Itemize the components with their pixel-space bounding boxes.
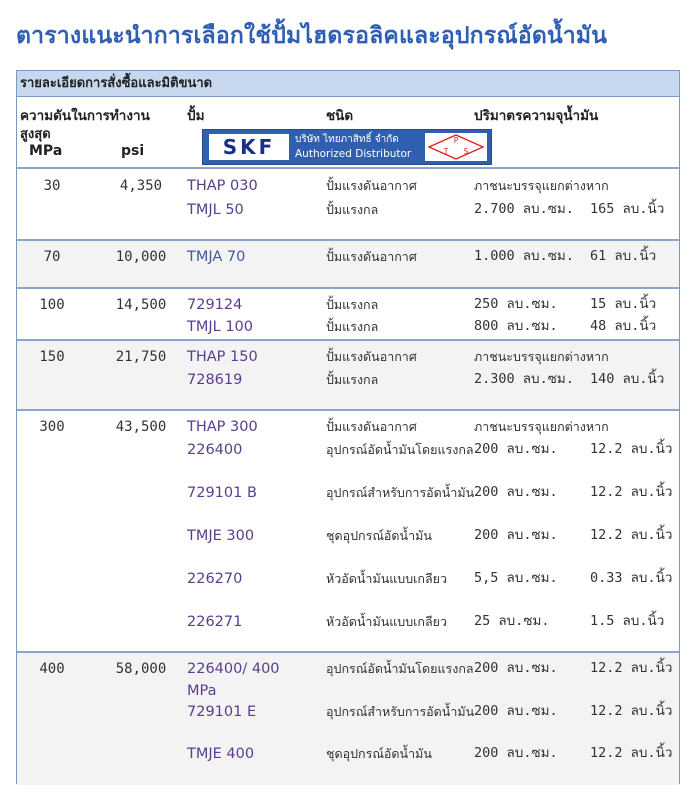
oil-volume-cc: 200 ลบ.ซม.	[474, 441, 558, 457]
oil-volume-cubic-inch: 140 ลบ.นิ้ว	[590, 371, 665, 387]
pump-type: ปั้มแรงดันอากาศ	[326, 349, 417, 364]
pump-type: ปั้มแรงกล	[326, 319, 379, 334]
oil-volume-cubic-inch: 12.2 ลบ.นิ้ว	[590, 484, 673, 500]
group-100-mpa	[17, 287, 679, 339]
mpa-value: 300	[39, 419, 65, 435]
model-thap-300: THAP 300	[187, 419, 258, 435]
psi-value: 21,750	[115, 349, 167, 365]
oil-volume-cc: 2.700 ลบ.ซม.	[474, 201, 574, 217]
mpa-value: 70	[43, 249, 61, 265]
separate-container-note: ภาชนะบรรจุแยกต่างหาก	[474, 349, 609, 364]
svg-text:T: T	[443, 147, 449, 156]
oil-volume-cc: 800 ลบ.ซม.	[474, 318, 558, 334]
oil-volume-cc: 2.300 ลบ.ซม.	[474, 371, 574, 387]
group-30-mpa	[17, 167, 679, 239]
group-70-mpa	[17, 239, 679, 287]
pump-type: ปั้มแรงกล	[326, 202, 379, 217]
header-psi: psi	[121, 143, 145, 159]
mpa-value: 150	[39, 349, 65, 365]
oil-volume-cc: 200 ลบ.ซม.	[474, 484, 558, 500]
header-mpa: MPa	[29, 143, 63, 159]
psi-value: 43,500	[115, 419, 167, 435]
psi-value: 10,000	[115, 249, 167, 265]
header-type: ชนิด	[326, 108, 354, 124]
header-pump: ปั้ม	[187, 108, 205, 124]
model-tmjl-50: TMJL 50	[187, 202, 244, 218]
model-226400: 226400	[187, 442, 243, 458]
model-226271: 226271	[187, 614, 243, 630]
header-pressure: ความดันในการทำงาน	[20, 108, 150, 124]
skf-distributor-logo	[202, 129, 492, 165]
oil-volume-cubic-inch: 12.2 ลบ.นิ้ว	[590, 527, 673, 543]
oil-volume-cc: 200 ลบ.ซม.	[474, 660, 558, 676]
model-thap-150: THAP 150	[187, 349, 258, 365]
mpa-value: 400	[39, 661, 65, 677]
pump-selection-table	[16, 70, 680, 784]
oil-volume-cc: 200 ลบ.ซม.	[474, 703, 558, 719]
mpa-value: 30	[43, 178, 61, 194]
header-max: สูงสุด	[20, 127, 51, 142]
pump-type: อุปกรณ์สำหรับการอัดน้ำมัน	[326, 704, 475, 719]
separate-container-note: ภาชนะบรรจุแยกต่างหาก	[474, 419, 609, 434]
oil-volume-cubic-inch: 12.2 ลบ.นิ้ว	[590, 745, 673, 761]
model-thap-030: THAP 030	[187, 178, 258, 194]
oil-volume-cubic-inch: 15 ลบ.นิ้ว	[590, 296, 657, 312]
pump-type: ปั้มแรงดันอากาศ	[326, 178, 417, 193]
oil-volume-cc: 250 ลบ.ซม.	[474, 296, 558, 312]
psi-value: 58,000	[115, 661, 167, 677]
group-300-mpa	[17, 409, 679, 651]
pump-type: ปั้มแรงกล	[326, 297, 379, 312]
oil-volume-cc: 200 ลบ.ซม.	[474, 527, 558, 543]
model-728619: 728619	[187, 372, 243, 388]
pts-logo-icon	[425, 133, 487, 161]
group-400-mpa	[17, 651, 679, 785]
psi-value: 14,500	[115, 297, 167, 313]
pump-type: ปั้มแรงดันอากาศ	[326, 249, 417, 264]
skf-logo-text: SKF	[209, 134, 289, 160]
model-729124: 729124	[187, 297, 243, 313]
group-150-mpa	[17, 339, 679, 409]
model-tmja-70: TMJA 70	[187, 249, 246, 265]
oil-volume-cc: 5,5 ลบ.ซม.	[474, 570, 558, 586]
svg-text:S: S	[463, 147, 469, 156]
pump-type: ชุดอุปกรณ์อัดน้ำมัน	[326, 746, 432, 761]
pump-type: อุปกรณ์อัดน้ำมันโดยแรงกล	[326, 442, 474, 457]
model-tmjl-100: TMJL 100	[187, 319, 254, 335]
oil-volume-cubic-inch: 12.2 ลบ.นิ้ว	[590, 703, 673, 719]
page-title: ตารางแนะนำการเลือกใช้ปั้มไฮดรอลิคและอุปกรณ์อัดน้ำมัน	[16, 23, 608, 49]
pump-type: หัวอัดน้ำมันแบบเกลียว	[326, 614, 448, 629]
pump-type: อุปกรณ์สำหรับการอัดน้ำมัน	[326, 485, 475, 500]
pump-type: อุปกรณ์อัดน้ำมันโดยแรงกล	[326, 661, 474, 676]
oil-volume-cubic-inch: 165 ลบ.นิ้ว	[590, 201, 665, 217]
mpa-value: 100	[39, 297, 65, 313]
pump-type: ปั้มแรงกล	[326, 372, 379, 387]
pump-type: ปั้มแรงดันอากาศ	[326, 419, 417, 434]
pump-type: หัวอัดน้ำมันแบบเกลียว	[326, 571, 448, 586]
oil-volume-cubic-inch: 48 ลบ.นิ้ว	[590, 318, 657, 334]
distributor-company-name: บริษัท ไทยภาสิทธิ์ จำกัด	[295, 134, 399, 145]
separate-container-note: ภาชนะบรรจุแยกต่างหาก	[474, 178, 609, 193]
svg-text:P: P	[453, 136, 459, 145]
model-226270: 226270	[187, 571, 243, 587]
header-oil-volume: ปริมาตรความจุน้ำมัน	[474, 108, 599, 124]
oil-volume-cubic-inch: 61 ลบ.นิ้ว	[590, 248, 657, 264]
oil-volume-cubic-inch: 0.33 ลบ.นิ้ว	[590, 570, 673, 586]
model-226400-400mpa: 226400/ 400 MPa	[187, 661, 280, 699]
model-tmje-300: TMJE 300	[187, 528, 255, 544]
oil-volume-cubic-inch: 1.5 ลบ.นิ้ว	[590, 613, 665, 629]
oil-volume-cubic-inch: 12.2 ลบ.นิ้ว	[590, 660, 673, 676]
model-729101-e: 729101 E	[187, 704, 257, 720]
psi-value: 4,350	[119, 178, 163, 194]
oil-volume-cubic-inch: 12.2 ลบ.นิ้ว	[590, 441, 673, 457]
authorized-distributor-text: Authorized Distributor	[295, 148, 412, 160]
oil-volume-cc: 200 ลบ.ซม.	[474, 745, 558, 761]
oil-volume-cc: 25 ลบ.ซม.	[474, 613, 550, 629]
pump-type: ชุดอุปกรณ์อัดน้ำมัน	[326, 528, 432, 543]
model-729101-b: 729101 B	[187, 485, 257, 501]
oil-volume-cc: 1.000 ลบ.ซม.	[474, 248, 574, 264]
model-tmje-400: TMJE 400	[187, 746, 255, 762]
section-title: รายละเอียดการสั่งซื้อและมิติขนาด	[17, 71, 679, 97]
